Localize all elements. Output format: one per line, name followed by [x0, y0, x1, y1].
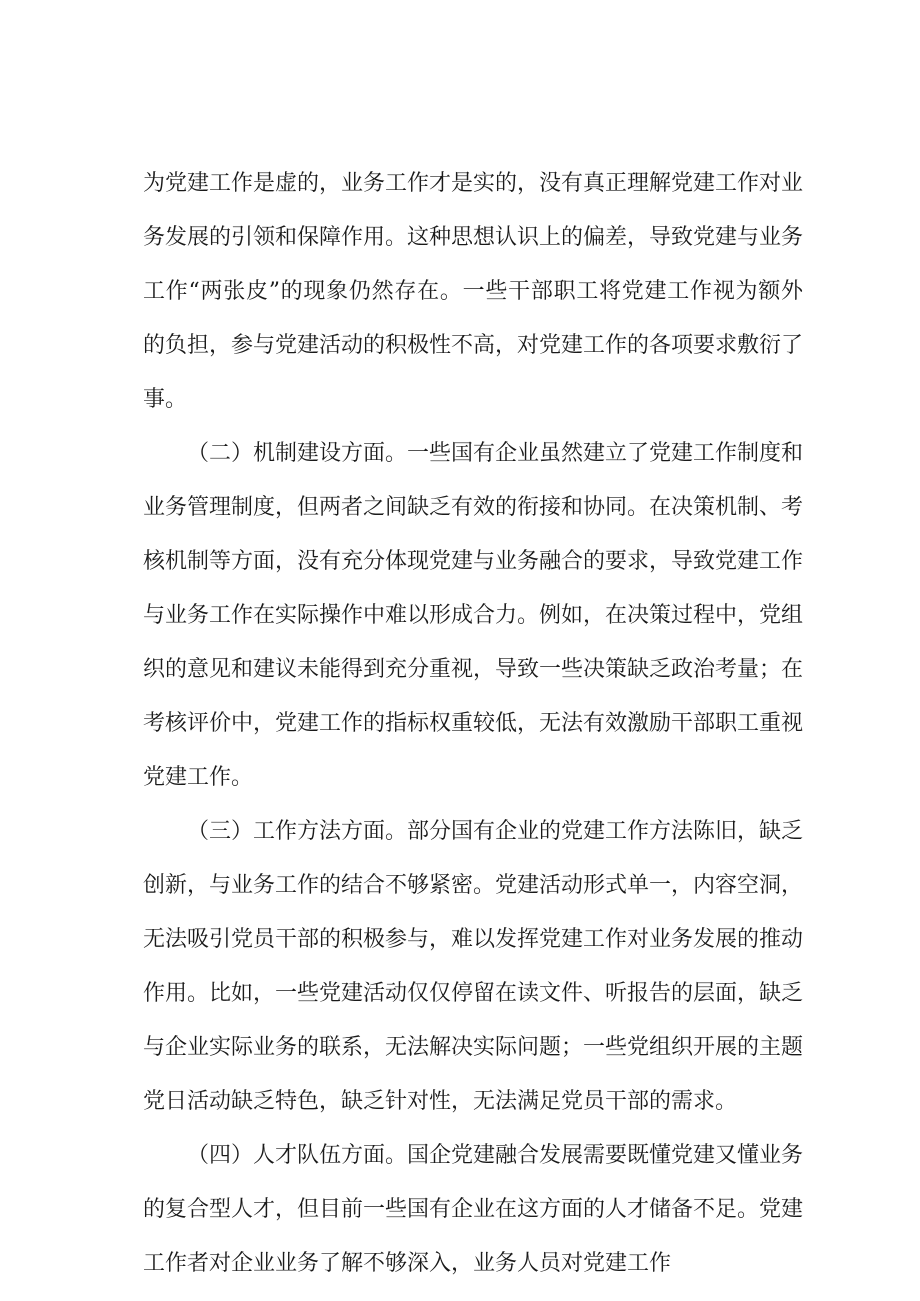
document-body [143, 157, 803, 1291]
paragraph-continued: 为党建工作是虚的，业务工作才是实的，没有真正理解党建工作对业务发展的引领和保障作用。这种思想认识上的偏差，导致党建与业务工作“两张皮”的现象仍然存在。一些干部职工将党建工作视为额外的负担，参与党建活动的积极性不高，对党建工作的各项要求敷衍了事。 [143, 171, 804, 412]
paragraph-methods: （三）工作方法方面。部分国有企业的党建工作方法陈旧，缺乏创新，与业务工作的结合不够紧密。党建活动形式单一，内容空洞，无法吸引党员干部的积极参与，难以发挥党建工作对业务发展的推动作用。比如，一些党建活动仅仅停留在读文件、听报告的层面，缺乏与企业实际业务的联系，无法解决实际问题；一些党组织开展的主题党日活动缺乏特色，缺乏针对性，无法满足党员干部的需求。 [143, 819, 804, 1114]
paragraph-talent: （四）人才队伍方面。国企党建融合发展需要既懂党建又懂业务的复合型人才，但目前一些国有企业在这方面的人才储备不足。党建工作者对企业业务了解不够深入，业务人员对党建工作 [143, 1143, 804, 1276]
paragraph-mechanism: （二）机制建设方面。一些国有企业虽然建立了党建工作制度和业务管理制度，但两者之间缺乏有效的衔接和协同。在决策机制、考核机制等方面，没有充分体现党建与业务融合的要求，导致党建工作与业务工作在实际操作中难以形成合力。例如，在决策过程中，党组织的意见和建议未能得到充分重视，导致一些决策缺乏政治考量；在考核评价中，党建工作的指标权重较低，无法有效激励干部职工重视党建工作。 [143, 441, 804, 790]
